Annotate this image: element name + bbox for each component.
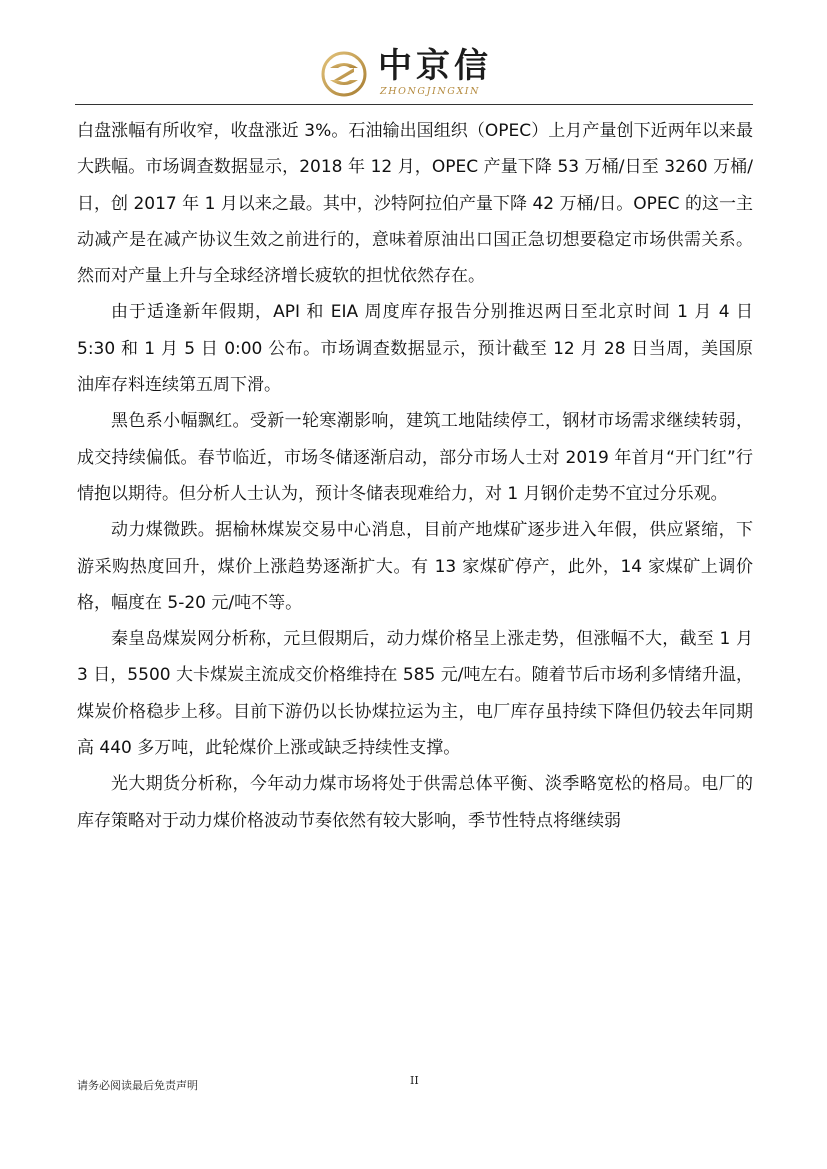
paragraph-ferrous-metals: 黑色系小幅飘红。受新一轮寒潮影响，建筑工地陆续停工，钢材市场需求继续转弱，成交持续偏低。春节临近，市场冬储逐渐启动，部分市场人士对 2019 年首月“开门红”行情抱以期待。但分析人士认为，预计冬储表现难给力，对 1 月钢价走势不宜过分乐观。: [77, 411, 753, 504]
page-number: II: [410, 1074, 419, 1087]
company-logo-icon: [320, 50, 368, 98]
logo-wordmark-en: ZHONGJINGXIN: [380, 86, 481, 97]
disclaimer-note: 请务必阅读最后免责声明: [77, 1079, 198, 1092]
logo-wordmark-cn: 中京信: [378, 46, 492, 86]
paragraph-inventory-report: 由于适逢新年假期，API 和 EIA 周度库存报告分别推迟两日至北京时间 1 月 4 日 5:30 和 1 月 5 日 0:00 公布。市场调查数据显示，预计截至 12 月 28 日当周，美国原油库存料连续第五周下滑。: [77, 302, 753, 396]
header-divider: [75, 104, 753, 105]
paragraph-thermal-coal: 动力煤微跌。据榆林煤炭交易中心消息，目前产地煤矿逐步进入年假，供应紧缩，下游采购热度回升，煤价上涨趋势逐渐扩大。有 13 家煤矿停产，此外，14 家煤矿上调价格，幅度在 5-20 元/吨不等。: [77, 520, 753, 613]
page-header: [0, 44, 827, 102]
paragraph-everbright-futures: 光大期货分析称，今年动力煤市场将处于供需总体平衡、淡季略宽松的格局。电厂的库存策略对于动力煤价格波动节奏依然有较大影响，季节性特点将继续弱: [77, 774, 753, 831]
paragraph-qinhuangdao-coal: 秦皇岛煤炭网分析称，元旦假期后，动力煤价格呈上涨走势，但涨幅不大，截至 1 月 3 日，5500 大卡煤炭主流成交价格维持在 585 元/吨左右。随着节后市场利多情绪升温，煤炭价格稳步上移。目前下游仍以长协煤拉运为主，电厂库存虽持续下降但仍较去年同期高 440 多万吨，此轮煤价上涨或缺乏持续性支撑。: [77, 629, 753, 759]
paragraph-oil-opec: 白盘涨幅有所收窄，收盘涨近 3%。石油输出国组织（OPEC）上月产量创下近两年以来最大跌幅。市场调查数据显示，2018 年 12 月，OPEC 产量下降 53 万桶/日至 3260 万桶/日，创 2017 年 1 月以来之最。其中，沙特阿拉伯产量下降 42 万桶/日。OPEC 的这一主动减产是在减产协议生效之前进行的，意味着原油出口国正急切想要稳定市场供需关系。然而对产量上升与全球经济增长疲软的担忧依然存在。: [77, 121, 753, 287]
report-body: [77, 113, 753, 839]
